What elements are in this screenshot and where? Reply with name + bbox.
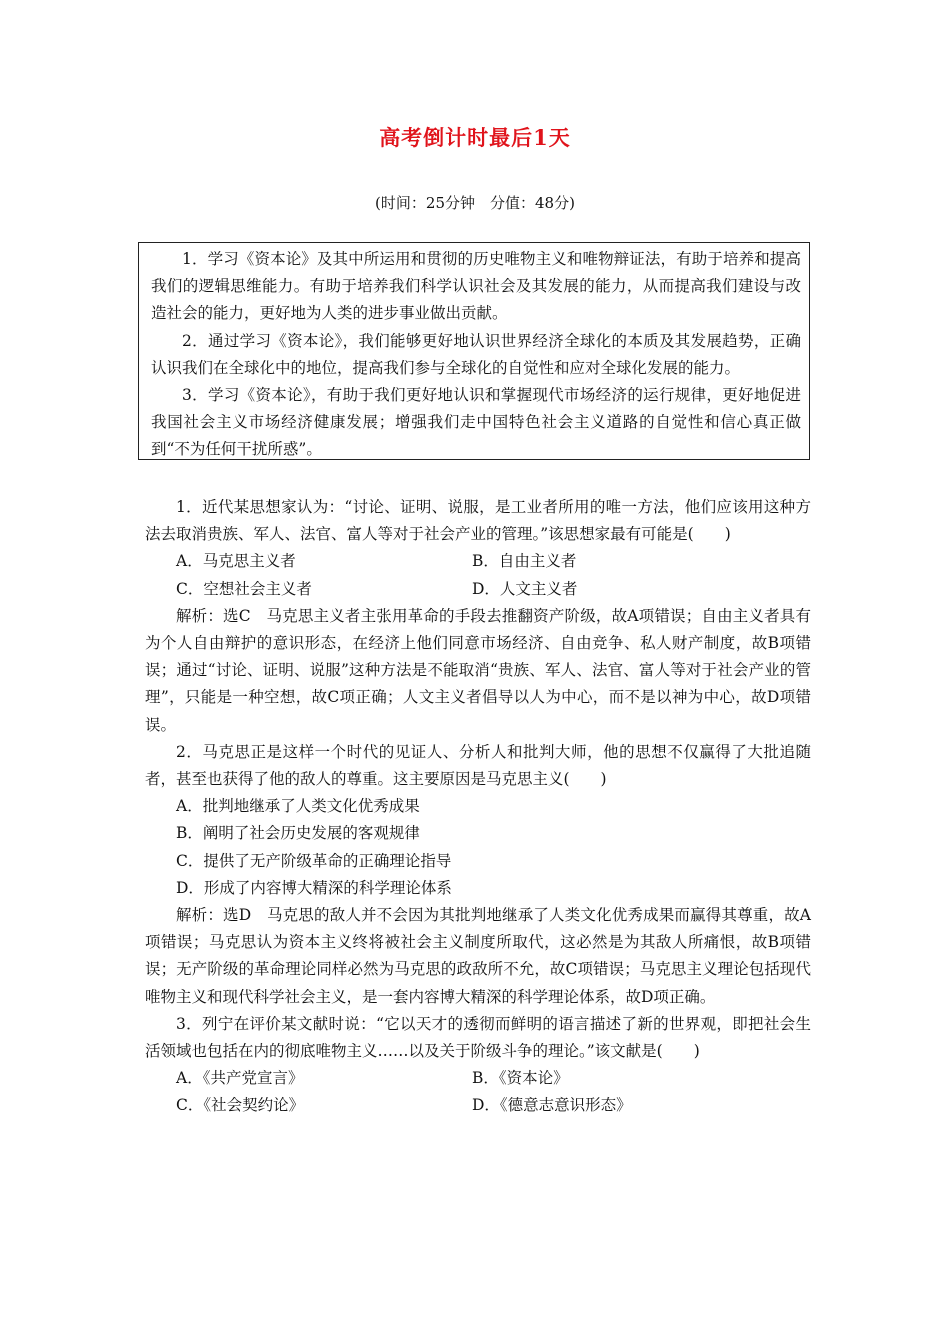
summary-point-1: 1．学习《资本论》及其中所运用和贯彻的历史唯物主义和唯物辩证法，有助于培养和提高我们的逻辑思维能力。有助于培养我们科学认识社会及其发展的能力，从而提高我们建设与改造社会的能力，更好地为人类的进步事业做出贡献。 (151, 250, 801, 323)
question-2-stem: 2．马克思正是这样一个时代的见证人、分析人和批判大师，他的思想不仅赢得了大批追随者，甚至也获得了他的敌人的尊重。这主要原因是马克思主义( ) (145, 742, 811, 789)
exam-info: (时间：25分钟 分值：48分) (375, 194, 575, 212)
question-2-analysis: 解析：选D 马克思的敌人并不会因为其批判地继承了人类文化优秀成果而赢得其尊重，故A项错误；马克思认为资本主义终将被社会主义制度所取代，这必然是为其敌人所痛恨，故B项错误；无产阶级的革命理论同样必然为马克思的政敌所不允，故C项错误；马克思主义理论包括现代唯物主义和现代科学社会主义，是一套内容博大精深的科学理论体系，故D项正确。 (145, 906, 811, 1006)
question-1-options-row-1 (145, 548, 811, 575)
q1-option-d: D．人文主义者 (472, 579, 578, 598)
page-title: 高考倒计时最后1天 (379, 125, 571, 150)
question-3-stem: 3．列宁在评价某文献时说：“它以天才的透彻而鲜明的语言描述了新的世界观，即把社会生活领域也包括在内的彻底唯物主义……以及关于阶级斗争的理论。”该文献是( ) (145, 1014, 811, 1061)
q3-option-d: D．《德意志意识形态》 (472, 1096, 632, 1115)
question-3-options-row-2 (145, 1092, 811, 1119)
question-1-stem: 1．近代某思想家认为：“讨论、证明、说服，是工业者所用的唯一方法，他们应该用这种方法去取消贵族、军人、法官、富人等对于社会产业的管理。”该思想家最有可能是( ) (145, 498, 811, 544)
summary-point-3: 3．学习《资本论》，有助于我们更好地认识和掌握现代市场经济的运行规律，更好地促进我国社会主义市场经济健康发展；增强我们走中国特色社会主义道路的自觉性和信心真正做到“不为任何干扰所惑”。 (151, 386, 801, 459)
question-1-analysis: 解析：选C 马克思主义者主张用革命的手段去推翻资产阶级，故A项错误；自由主义者具有为个人自由辩护的意识形态，在经济上他们同意市场经济、自由竞争、私人财产制度，故B项错误；通过“讨论、证明、说服”这种方法是不能取消“贵族、军人、法官、富人等对于社会产业的管理”，只能是一种空想，故C项正确；人文主义者倡导以人为中心，而不是以神为中心，故D项错误。 (145, 606, 811, 734)
summary-box (138, 242, 810, 460)
q2-option-a: A．批判地继承了人类文化优秀成果 (176, 797, 420, 816)
q3-option-b: B．《资本论》 (472, 1069, 569, 1088)
q1-option-a: A．马克思主义者 (176, 552, 296, 571)
q1-option-c: C．空想社会主义者 (176, 579, 312, 598)
question-1-options-row-2 (145, 576, 811, 603)
q2-option-c: C．提供了无产阶级革命的正确理论指导 (176, 851, 452, 870)
summary-point-2: 2．通过学习《资本论》，我们能够更好地认识世界经济全球化的本质及其发展趋势，正确认识我们在全球化中的地位，提高我们参与全球化的自觉性和应对全球化发展的能力。 (151, 331, 801, 377)
questions (145, 494, 811, 1120)
q2-option-d: D．形成了内容博大精深的科学理论体系 (176, 878, 452, 897)
q3-option-c: C．《社会契约论》 (176, 1096, 305, 1115)
question-3-options-row-1 (145, 1065, 811, 1092)
q3-option-a: A．《共产党宣言》 (176, 1069, 304, 1088)
q1-option-b: B．自由主义者 (472, 552, 577, 571)
q2-option-b: B．阐明了社会历史发展的客观规律 (176, 824, 420, 843)
